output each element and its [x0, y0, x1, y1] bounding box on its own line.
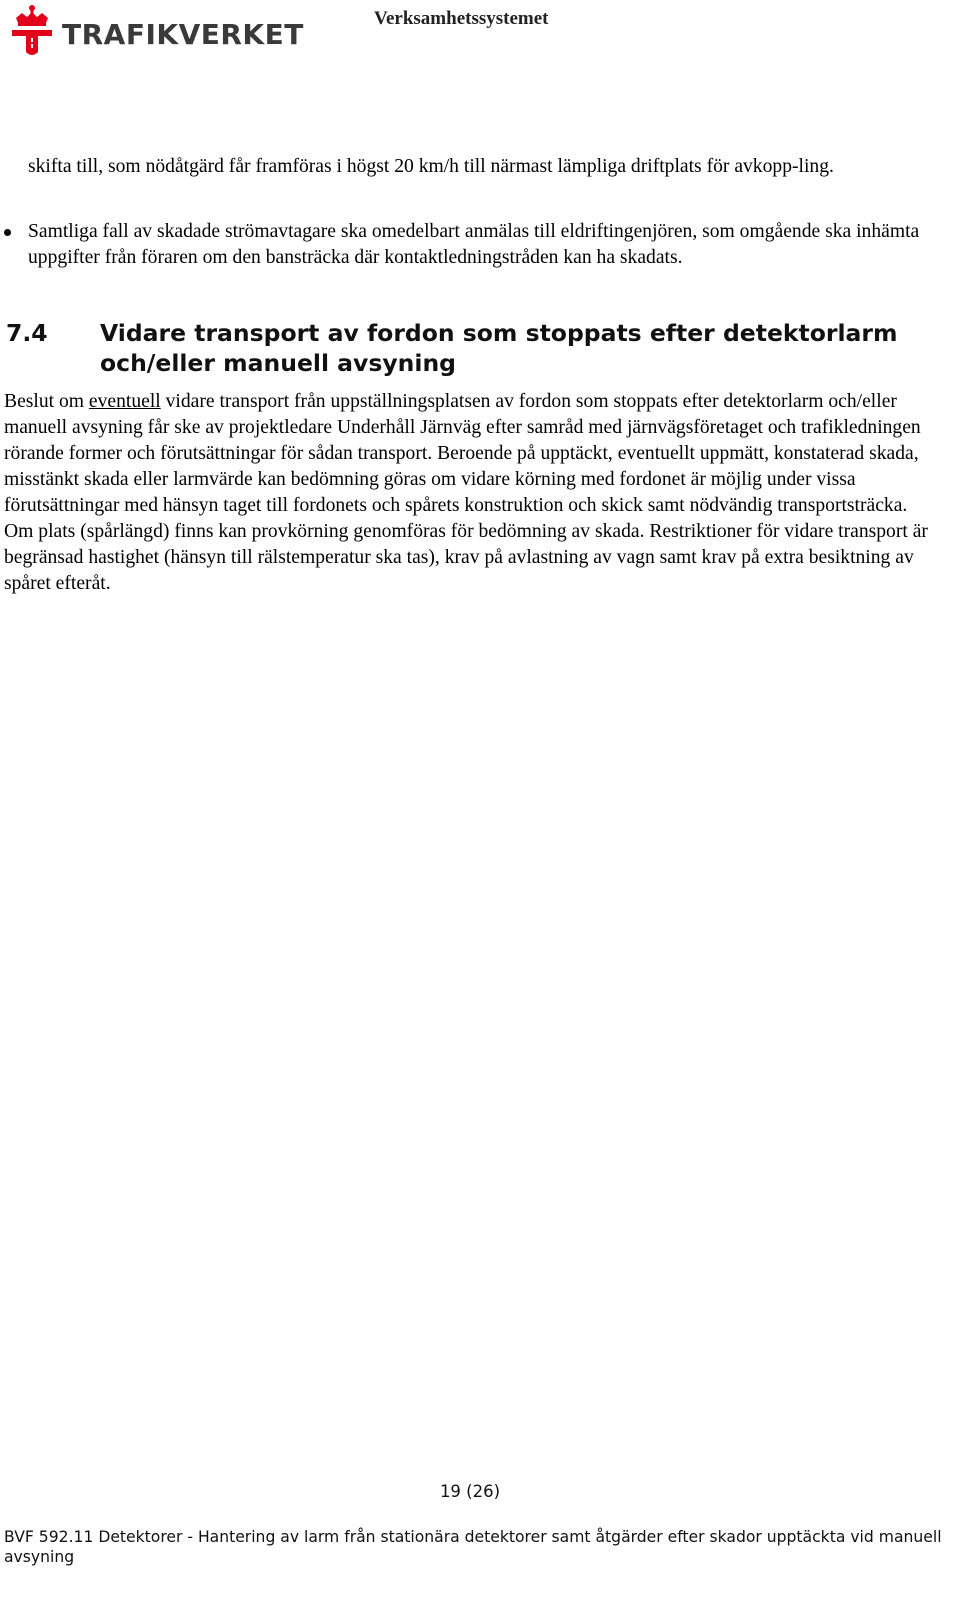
list-item-text: Samtliga fall av skadade strömavtagare ska omedelbart anmälas till eldriftingenjören, som omgående ska inhämta uppgifter från föraren om den bansträcka där kontaktledningstråden kan ha skadats.	[28, 221, 920, 268]
body-prefix: Beslut om	[4, 391, 89, 412]
page-header	[0, 0, 960, 70]
bullet-list	[28, 219, 933, 271]
section-body	[4, 389, 940, 597]
header-title: Verksamhetssystemet	[374, 8, 549, 29]
logo-wordmark: TRAFIKVERKET	[62, 18, 304, 51]
continued-paragraph: skifta till, som nödåtgärd får framföras i högst 20 km/h till närmast lämpliga driftplats för avkopp-ling.	[28, 156, 834, 177]
page-number: 19 (26)	[439, 1482, 501, 1501]
page-footer: BVF 592.11 Detektorer - Hantering av larm från stationära detektorer samt åtgärder efter skador upptäckta vid manuell avsyning	[4, 1528, 942, 1566]
bullet-icon	[4, 229, 11, 236]
section-heading	[6, 318, 946, 378]
list-item	[28, 219, 933, 271]
body-rest: vidare transport från uppställningsplatsen av fordon som stoppats efter detektorlarm och/eller manuell avsyning får ske av projektledare Underhåll Järnväg efter samråd med järnvägsföretaget och trafikledningen rörande former och förutsättningar för sådan transport. Beroende på upptäckt, eventuellt uppmätt, konstaterad skada, misstänkt skada eller larmvärde kan bedömning göras om vidare körning med fordonet är möjlig under vissa förutsättningar med hänsyn taget till fordonets och spårets konstruktion och skick samt nödvändig transportsträcka. Om plats (spårlängd) finns kan provkörning genomföras för bedömning av skada. Restriktioner för vidare transport är begränsad hastighet (hänsyn till rälstemperatur ska tas), krav på avlastning av vagn samt krav på extra besiktning av spåret efteråt.	[4, 391, 928, 594]
body-underlined-word: eventuell	[88, 391, 161, 412]
crown-emblem-icon	[10, 4, 54, 58]
trafikverket-logo	[10, 4, 304, 58]
section-number: 7.4	[6, 319, 48, 347]
section-title: Vidare transport av fordon som stoppats efter detektorlarm och/eller manuell avsyning	[100, 319, 898, 377]
